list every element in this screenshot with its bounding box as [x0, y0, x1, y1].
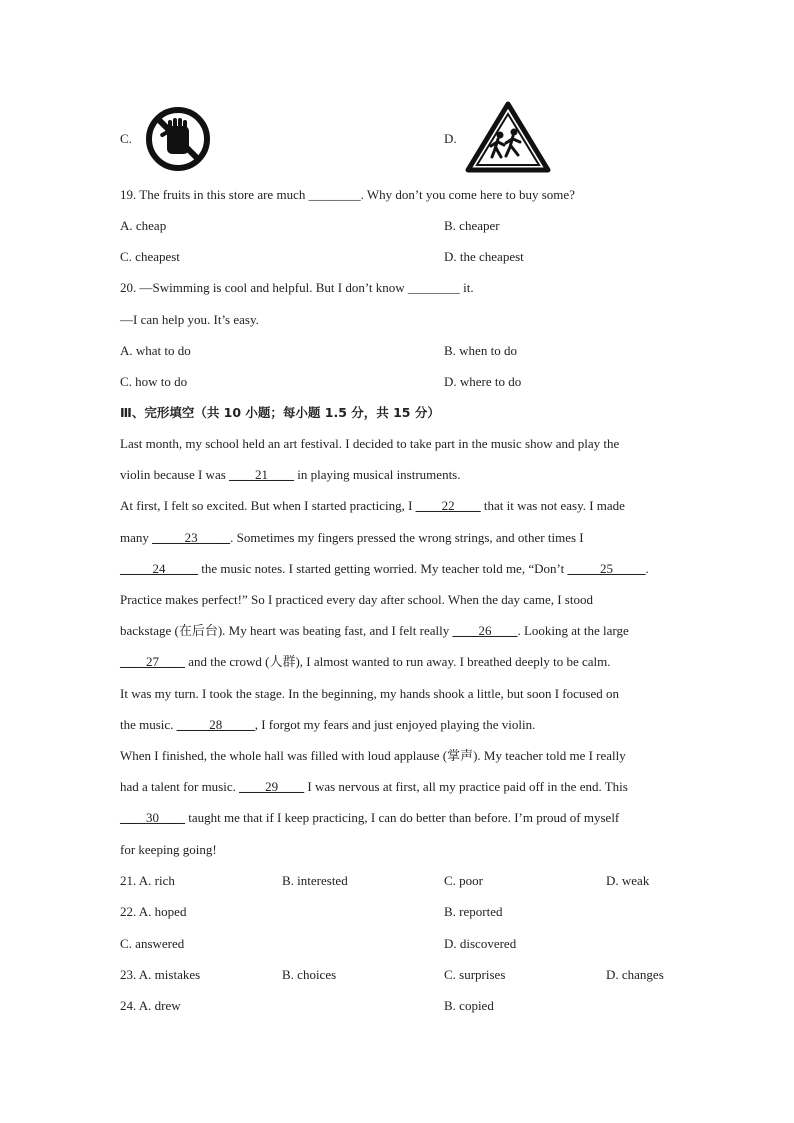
passage-line [120, 561, 649, 577]
passage-text: . Looking at the large [517, 623, 629, 638]
passage-text: violin because I was [120, 467, 230, 482]
passage-line [120, 654, 610, 670]
passage-text: for keeping going! [120, 842, 217, 857]
q19-option-c: C. cheapest [120, 249, 180, 264]
blank: ____22____ [415, 498, 481, 513]
blank: ____26____ [452, 623, 518, 638]
passage-line [120, 717, 535, 733]
blank: _____28_____ [176, 717, 255, 732]
passage-text: Practice makes perfect!” So I practiced every day after school. When the day came, I stood [120, 592, 593, 607]
q20-option-c: C. how to do [120, 374, 188, 389]
blank: ____29____ [239, 779, 305, 794]
passage-text: backstage (在后台). My heart was beating fast, and I felt really [120, 623, 453, 638]
passage-text: At first, I felt so excited. But when I started practicing, I [120, 498, 416, 513]
passage-line [120, 748, 626, 764]
blank: _____25_____ [567, 561, 646, 576]
passage-text: taught me that if I keep practicing, I can do better than before. I’m proud of myself [185, 810, 620, 825]
passage-line [120, 467, 461, 483]
passage-line [120, 498, 625, 514]
passage-line [120, 592, 593, 608]
q23-option-b: B. choices [282, 967, 337, 982]
no-hand-sign-icon [143, 106, 213, 176]
blank: _____23_____ [152, 530, 231, 545]
blank: ____21____ [229, 467, 295, 482]
passage-line [120, 779, 628, 795]
passage-text: the music. [120, 717, 177, 732]
passage-text: Last month, my school held an art festival. I decided to take part in the music show and play the [120, 436, 620, 451]
q22-option-a: 22. A. hoped [120, 904, 187, 919]
q20-option-a: A. what to do [120, 343, 191, 358]
q19-option-d: D. the cheapest [444, 249, 524, 264]
question-20: 20. —Swimming is cool and helpful. But I don’t know ________ it. [120, 280, 474, 295]
passage-line [120, 842, 217, 858]
passage-text: . [645, 561, 649, 576]
blank: _____24_____ [120, 561, 198, 576]
passage-line [120, 623, 629, 639]
passage-text: many [120, 530, 153, 545]
q21-option-d: D. weak [606, 873, 650, 888]
passage-line [120, 686, 619, 702]
q21-option-b: B. interested [282, 873, 348, 888]
blank: ____27____ [120, 654, 185, 669]
passage-text: had a talent for music. [120, 779, 240, 794]
q22-option-b: B. reported [444, 904, 503, 919]
q24-option-b: B. copied [444, 998, 494, 1013]
passage-text: in playing musical instruments. [294, 467, 461, 482]
question-20-reply: —I can help you. It’s easy. [120, 312, 259, 327]
blank: ____30____ [120, 810, 185, 825]
passage-text: , I forgot my fears and just enjoyed playing the violin. [254, 717, 536, 732]
q19-option-b: B. cheaper [444, 218, 500, 233]
q22-option-d: D. discovered [444, 936, 517, 951]
q20-option-b: B. when to do [444, 343, 517, 358]
passage-line [120, 810, 619, 826]
passage-line [120, 530, 584, 546]
passage-text: It was my turn. I took the stage. In the beginning, my hands shook a little, but soon I focused on [120, 686, 619, 701]
option-d-label: D. [444, 131, 457, 146]
q21-option-a: 21. A. rich [120, 873, 175, 888]
q23-option-c: C. surprises [444, 967, 506, 982]
passage-text: and the crowd (人群), I almost wanted to run away. I breathed deeply to be calm. [185, 654, 611, 669]
q24-option-a: 24. A. drew [120, 998, 181, 1013]
q23-option-a: 23. A. mistakes [120, 967, 201, 982]
passage-text: When I finished, the whole hall was filled with loud applause (掌声). My teacher told me I really [120, 748, 626, 763]
passage-text: . Sometimes my fingers pressed the wrong strings, and other times I [230, 530, 584, 545]
question-19: 19. The fruits in this store are much ________. Why don’t you come here to buy some? [120, 187, 575, 202]
option-c-label: C. [120, 131, 132, 146]
passage-text: that it was not easy. I made [480, 498, 625, 513]
q21-option-c: C. poor [444, 873, 483, 888]
section-heading: Ⅲ、完形填空（共 10 小题；每小题 1.5 分，共 15 分） [120, 405, 440, 420]
passage-text: the music notes. I started getting worried. My teacher told me, “Don’t [198, 561, 568, 576]
q22-option-c: C. answered [120, 936, 185, 951]
passage-line [120, 436, 619, 452]
q20-option-d: D. where to do [444, 374, 522, 389]
children-crossing-sign-icon [465, 101, 551, 177]
q23-option-d: D. changes [606, 967, 664, 982]
passage-text: I was nervous at first, all my practice paid off in the end. This [304, 779, 628, 794]
q19-option-a: A. cheap [120, 218, 167, 233]
